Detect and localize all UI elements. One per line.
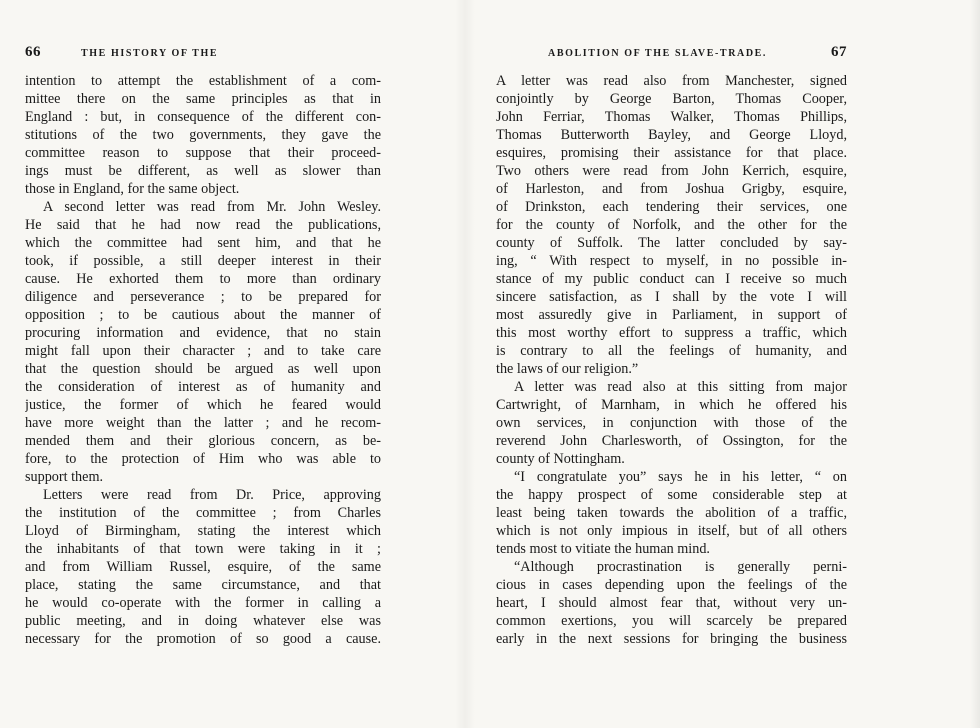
text-line: Letters were read from Dr. Price, approving bbox=[43, 487, 381, 503]
text-line: reverend John Charlesworth, of Ossington, for the bbox=[496, 433, 847, 449]
right-page bbox=[496, 44, 847, 648]
text-line: which is not only impious in itself, but of all others bbox=[496, 523, 847, 539]
text-line: diligence and perseverance ; to be prepared for bbox=[25, 289, 381, 305]
text-line: ing, “ With respect to myself, in no possible in- bbox=[496, 253, 847, 269]
text-line: support them. bbox=[25, 469, 104, 485]
text-line: is contrary to all the feelings of humanity, and bbox=[496, 343, 847, 359]
text-line: and from William Russel, esquire, of the same bbox=[25, 559, 381, 575]
text-line: that the question should be argued as well upon bbox=[25, 361, 381, 377]
text-line: the inhabitants of that town were taking in it ; bbox=[25, 541, 381, 557]
text-line: cious in cases depending upon the feelings of the bbox=[496, 577, 847, 593]
text-line: least being taken towards the abolition of a traffic, bbox=[496, 505, 847, 521]
text-line: “Although procrastination is generally perni- bbox=[514, 559, 847, 575]
text-line: of Harleston, and from Joshua Grigby, esquire, bbox=[496, 181, 847, 197]
text-line: stance of my public conduct can I receive so much bbox=[496, 271, 847, 287]
text-line: Thomas Butterworth Bayley, and George Lloyd, bbox=[496, 127, 847, 143]
text-line: conjointly by George Barton, Thomas Cooper, bbox=[496, 91, 847, 107]
left-running-head bbox=[25, 44, 381, 68]
text-line: “I congratulate you” says he in his letter, “ on bbox=[514, 469, 847, 485]
text-line: Lloyd of Birmingham, stating the interest which bbox=[25, 523, 381, 539]
text-line: the institution of the committee ; from Charles bbox=[25, 505, 381, 521]
text-line: ings must be different, as well as slower than bbox=[25, 163, 381, 179]
text-line: the consideration of interest as of humanity and bbox=[25, 379, 381, 395]
text-line: place, stating the same circumstance, and that bbox=[25, 577, 381, 593]
text-line: have more weight than the latter ; and he recom- bbox=[25, 415, 381, 431]
text-line: tends most to vitiate the human mind. bbox=[496, 541, 710, 557]
left-running-title: THE HISTORY OF THE bbox=[81, 48, 219, 59]
text-line: John Ferriar, Thomas Walker, Thomas Phillips, bbox=[496, 109, 847, 125]
text-line: this most worthy effort to suppress a traffic, which bbox=[496, 325, 847, 341]
text-line: he would co-operate with the former in calling a bbox=[25, 595, 381, 611]
text-line: which the committee had sent him, and that he bbox=[25, 235, 381, 251]
text-line: A letter was read also from Manchester, signed bbox=[496, 73, 847, 89]
text-line: mended them and their glorious concern, as be- bbox=[25, 433, 381, 449]
text-line: county of Nottingham. bbox=[496, 451, 625, 467]
text-line: sincere satisfaction, as I shall by the vote I will bbox=[496, 289, 847, 305]
text-line: took, if possible, a still deeper interest in their bbox=[25, 253, 381, 269]
text-line: He said that he had now read the publications, bbox=[25, 217, 381, 233]
left-page bbox=[25, 44, 381, 648]
text-line: Cartwright, of Marnham, in which he offered his bbox=[496, 397, 847, 413]
text-line: heart, I should almost fear that, without very un- bbox=[496, 595, 847, 611]
page-edge-shadow bbox=[970, 0, 980, 728]
text-line: those in England, for the same object. bbox=[25, 181, 240, 197]
text-line: early in the next sessions for bringing the business bbox=[496, 631, 847, 647]
right-running-title: ABOLITION OF THE SLAVE-TRADE. bbox=[548, 48, 768, 59]
text-line: might fall upon their character ; and to take care bbox=[25, 343, 381, 359]
text-line: own services, in conjunction with those of the bbox=[496, 415, 847, 431]
text-line: opposition ; to be cautious about the manner of bbox=[25, 307, 381, 323]
left-page-number: 66 bbox=[25, 44, 41, 60]
text-line: the happy prospect of some considerable step at bbox=[496, 487, 847, 503]
text-line: A second letter was read from Mr. John Wesley. bbox=[43, 199, 381, 215]
text-line: public meeting, and in doing whatever else was bbox=[25, 613, 381, 629]
text-line: procuring information and evidence, that no stain bbox=[25, 325, 381, 341]
right-running-head bbox=[496, 44, 847, 68]
text-line: cause. He exhorted them to more than ordinary bbox=[25, 271, 381, 287]
text-line: fore, to the protection of Him who was able to bbox=[25, 451, 381, 467]
text-line: A letter was read also at this sitting from major bbox=[514, 379, 847, 395]
text-line: justice, the former of which he feared would bbox=[25, 397, 381, 413]
text-line: necessary for the promotion of so good a cause. bbox=[25, 631, 381, 647]
book-gutter bbox=[455, 0, 475, 728]
text-line: for the county of Norfolk, and the other for the bbox=[496, 217, 847, 233]
left-page-body bbox=[25, 72, 381, 648]
right-page-body bbox=[496, 72, 847, 648]
text-line: county of Suffolk. The latter concluded by say- bbox=[496, 235, 847, 251]
text-line: of Drinkston, each tendering their services, one bbox=[496, 199, 847, 215]
text-line: esquires, promising their assistance for that place. bbox=[496, 145, 847, 161]
text-line: most assuredly give in Parliament, in support of bbox=[496, 307, 847, 323]
text-line: Two others were read from John Kerrich, esquire, bbox=[496, 163, 847, 179]
text-line: common exertions, you will scarcely be prepared bbox=[496, 613, 847, 629]
text-line: mittee there on the same principles as that in bbox=[25, 91, 381, 107]
text-line: stitutions of the two governments, they gave the bbox=[25, 127, 381, 143]
text-line: committee reason to suppose that their proceed- bbox=[25, 145, 381, 161]
text-line: England : but, in consequence of the different con- bbox=[25, 109, 381, 125]
text-line: the laws of our religion.” bbox=[496, 361, 639, 377]
right-page-number: 67 bbox=[831, 44, 847, 60]
text-line: intention to attempt the establishment of a com- bbox=[25, 73, 381, 89]
